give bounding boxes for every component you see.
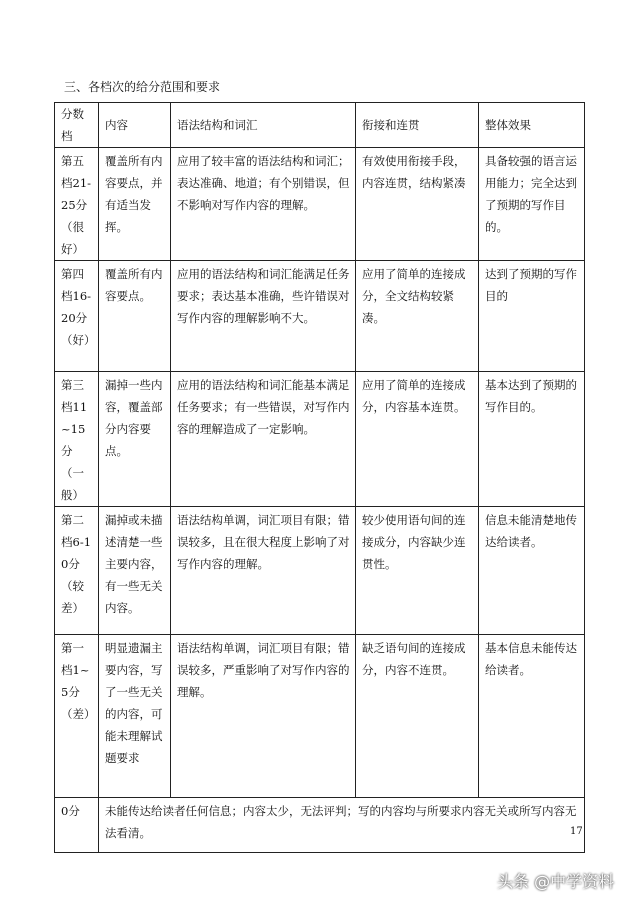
header-content: 内容: [99, 103, 171, 148]
content-cell: 漏掉或未描述清楚一些主要内容，有一些无关内容。: [99, 507, 171, 635]
table-row: [55, 372, 585, 507]
grade-cell: 0分: [55, 798, 99, 853]
grade-cell: 第三档11~15分（一般）: [55, 372, 99, 507]
table-row-zero-score: [55, 798, 585, 853]
page-number: 17: [570, 826, 583, 837]
header-grammar-vocabulary: 语法结构和词汇: [171, 103, 356, 148]
content-cell: 明显遗漏主要内容，写了一些无关的内容，可能未理解试题要求: [99, 635, 171, 798]
grammar-cell: 应用的语法结构和词汇能基本满足任务要求；有一些错误，对写作内容的理解造成了一定影响。: [171, 372, 356, 507]
table-row: [55, 507, 585, 635]
content-cell: 覆盖所有内容要点，并有适当发挥。: [99, 148, 171, 261]
section-title: 三、各档次的给分范围和要求: [64, 80, 221, 94]
table-row: [55, 261, 585, 372]
header-overall-effect: 整体效果: [479, 103, 585, 148]
overall-cell: 具备较强的语言运用能力；完全达到了预期的写作目的。: [479, 148, 585, 261]
grammar-cell: 应用的语法结构和词汇能满足任务要求；表达基本准确，些许错误对写作内容的理解影响不大。: [171, 261, 356, 372]
table-header-row: [55, 103, 585, 148]
watermark: 头条 @中学资料: [497, 872, 615, 891]
grade-cell: 第四档16-20分（好）: [55, 261, 99, 372]
cohesion-cell: 有效使用衔接手段，内容连贯，结构紧凑: [356, 148, 479, 261]
scoring-rubric-table: [54, 102, 585, 853]
grammar-cell: 应用了较丰富的语法结构和词汇；表达准确、地道；有个别错误，但不影响对写作内容的理解。: [171, 148, 356, 261]
grammar-cell: 语法结构单调，词汇项目有限；错误较多，严重影响了对写作内容的理解。: [171, 635, 356, 798]
table-row: [55, 148, 585, 261]
overall-cell: 基本信息未能传达给读者。: [479, 635, 585, 798]
overall-cell: 基本达到了预期的写作目的。: [479, 372, 585, 507]
cohesion-cell: 应用了简单的连接成分，内容基本连贯。: [356, 372, 479, 507]
content-cell: 漏掉一些内容，覆盖部分内容要点。: [99, 372, 171, 507]
grammar-cell: 语法结构单调，词汇项目有限；错误较多，且在很大程度上影响了对写作内容的理解。: [171, 507, 356, 635]
cohesion-cell: 应用了简单的连接成分，全文结构较紧凑。: [356, 261, 479, 372]
cohesion-cell: 缺乏语句间的连接成分，内容不连贯。: [356, 635, 479, 798]
cohesion-cell: 较少使用语句间的连接成分，内容缺少连贯性。: [356, 507, 479, 635]
header-cohesion-coherence: 衔接和连贯: [356, 103, 479, 148]
content-cell: 覆盖所有内容要点。: [99, 261, 171, 372]
grade-cell: 第五档21-25分（很好）: [55, 148, 99, 261]
table-row: [55, 635, 585, 798]
grade-cell: 第一档1~5分（差）: [55, 635, 99, 798]
zero-score-description: 未能传达给读者任何信息；内容太少，无法评判；写的内容均与所要求内容无关或所写内容无法看清。: [99, 798, 585, 853]
overall-cell: 信息未能清楚地传达给读者。: [479, 507, 585, 635]
grade-cell: 第二档6-10分（较差）: [55, 507, 99, 635]
overall-cell: 达到了预期的写作目的: [479, 261, 585, 372]
header-score-level: 分数档: [55, 103, 99, 148]
